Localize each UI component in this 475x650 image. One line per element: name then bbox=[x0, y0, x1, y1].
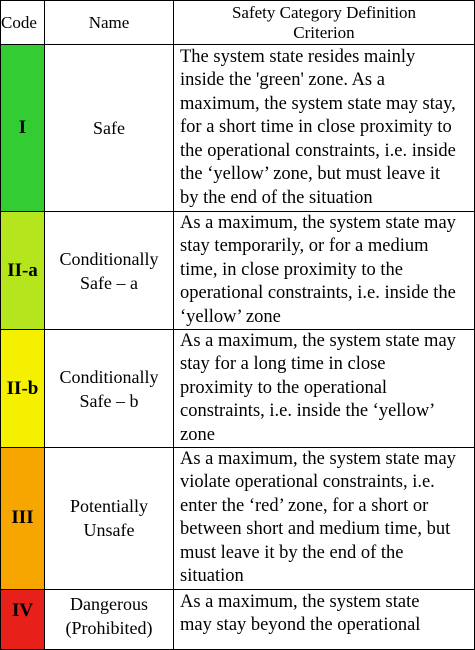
category-criterion-cell bbox=[174, 448, 475, 589]
category-name-line: Dangerous bbox=[70, 593, 148, 614]
table-row bbox=[1, 448, 475, 589]
category-criterion-cell bbox=[174, 330, 475, 448]
criterion-line: situation bbox=[180, 566, 244, 587]
criterion-line: As a maximum, the system state may bbox=[180, 449, 456, 470]
category-name-line: Unsafe bbox=[83, 520, 135, 541]
category-name-line: (Prohibited) bbox=[65, 617, 153, 638]
table-row bbox=[1, 589, 475, 649]
criterion-line: must leave it by the end of the bbox=[180, 542, 404, 563]
header-criterion bbox=[174, 1, 475, 45]
category-code: II-a bbox=[7, 259, 38, 281]
criterion-line: by the end of the situation bbox=[180, 187, 373, 208]
category-name-cell bbox=[45, 589, 174, 649]
criterion-line: constraints, i.e. inside the ‘yellow’ bbox=[180, 401, 436, 422]
category-code-cell bbox=[1, 45, 45, 212]
criterion-line: As a maximum, the system state bbox=[180, 591, 420, 612]
category-name-cell bbox=[45, 330, 174, 448]
category-criterion-cell bbox=[174, 212, 475, 330]
criterion-line: zone bbox=[180, 424, 215, 445]
category-name-cell bbox=[45, 212, 174, 330]
criterion-line: between short and medium time, but bbox=[180, 519, 451, 540]
criterion-line: may stay beyond the operational bbox=[180, 614, 421, 635]
header-row bbox=[1, 1, 475, 45]
category-name-line: Conditionally bbox=[59, 248, 159, 269]
category-code-cell bbox=[1, 212, 45, 330]
criterion-line: time, in close proximity to the bbox=[180, 259, 403, 280]
criterion-line: stay for a long time in close bbox=[180, 354, 386, 375]
category-name-line: Potentially bbox=[70, 496, 148, 517]
category-name-line: Safe – a bbox=[80, 272, 138, 293]
criterion-line: violate operational constraints, i.e. bbox=[180, 472, 435, 493]
criterion-line: operational constraints, i.e. inside the bbox=[180, 283, 456, 304]
category-code-cell bbox=[1, 448, 45, 589]
criterion-line: maximum, the system state may stay, bbox=[180, 93, 456, 114]
criterion-line: stay temporarily, or for a medium bbox=[180, 236, 429, 257]
category-name-cell bbox=[45, 448, 174, 589]
category-criterion-cell bbox=[174, 589, 475, 649]
criterion-line: enter the ‘red’ zone, for a short or bbox=[180, 495, 429, 516]
category-code: IV bbox=[11, 599, 34, 621]
criterion-line: for a short time in close proximity to bbox=[180, 117, 452, 138]
table-row bbox=[1, 212, 475, 330]
category-criterion-cell bbox=[174, 45, 475, 212]
table-row bbox=[1, 330, 475, 448]
category-code: I bbox=[18, 117, 27, 138]
category-name-line: Safe bbox=[93, 118, 125, 138]
criterion-line: the operational constraints, i.e. inside bbox=[180, 140, 456, 161]
criterion-line: proximity to the operational bbox=[180, 377, 388, 398]
header-code: Code bbox=[1, 1, 45, 45]
criterion-line: the ‘yellow’ zone, but must leave it bbox=[180, 164, 441, 185]
header-criterion-line1: Safety Category Definition bbox=[231, 2, 417, 22]
category-code: II-b bbox=[6, 377, 39, 399]
category-code-cell bbox=[1, 330, 45, 448]
criterion-line: ‘yellow’ zone bbox=[180, 306, 281, 327]
category-name-line: Conditionally bbox=[59, 366, 159, 387]
criterion-line: As a maximum, the system state may bbox=[180, 213, 456, 233]
category-name-cell bbox=[45, 45, 174, 212]
category-name-line: Safe – b bbox=[79, 390, 139, 411]
criterion-line: As a maximum, the system state may bbox=[180, 331, 456, 352]
criterion-line: The system state resides mainly bbox=[180, 47, 416, 68]
category-code-cell bbox=[1, 589, 45, 649]
header-name: Name bbox=[45, 1, 174, 45]
table-row bbox=[1, 45, 475, 212]
header-criterion-line2: Criterion bbox=[293, 22, 355, 42]
category-code: III bbox=[11, 507, 34, 529]
criterion-line: inside the 'green' zone. As a bbox=[180, 70, 385, 91]
